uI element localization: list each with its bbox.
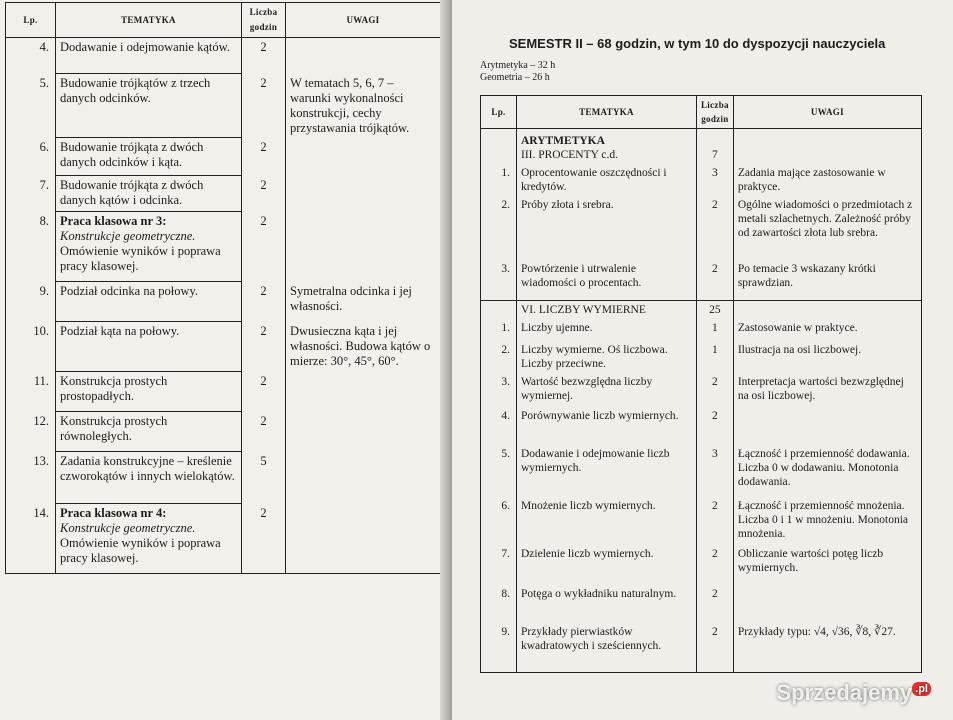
header-lp: Lp. xyxy=(6,3,56,38)
row-number: 2. xyxy=(481,341,517,373)
row-hours: 2 xyxy=(697,196,734,260)
table-row xyxy=(481,623,922,673)
row-number: 5. xyxy=(6,74,56,138)
topic-text: Dodawanie i odejmowanie kątów. xyxy=(60,40,230,54)
row-hours: 2 xyxy=(242,282,286,322)
row-number: 2. xyxy=(481,196,517,260)
row-notes: Zadania mające zastosowanie w praktyce. xyxy=(733,164,921,196)
row-topic: Mnożenie liczb wymiernych. xyxy=(517,497,697,545)
row-number: 8. xyxy=(481,585,517,623)
row-notes xyxy=(286,372,441,412)
table-row xyxy=(6,372,441,412)
row-hours: 2 xyxy=(697,585,734,623)
table-row xyxy=(6,212,441,282)
topic-text: Budowanie trójkąta z dwóch danych kątów i odcinka. xyxy=(60,178,204,207)
topic-text: Podział odcinka na połowy. xyxy=(60,284,199,298)
table-row xyxy=(6,452,441,504)
row-hours: 2 xyxy=(242,138,286,176)
topic-text: Budowanie trójkątów z trzech danych odcinków. xyxy=(60,76,211,105)
header-uwagi: UWAGI xyxy=(733,96,921,129)
table-row xyxy=(6,322,441,372)
row-notes xyxy=(286,212,441,282)
row-hours: 2 xyxy=(697,260,734,300)
header-uwagi: UWAGI xyxy=(286,3,441,38)
header-tematyka: TEMATYKA xyxy=(517,96,697,129)
row-hours: 2 xyxy=(697,373,734,407)
row-number: 10. xyxy=(6,322,56,372)
row-number: 4. xyxy=(6,38,56,74)
row-topic xyxy=(56,322,242,372)
row-hours: 2 xyxy=(242,372,286,412)
row-topic: Liczby ujemne. xyxy=(517,319,697,341)
topic-text: Podział kąta na połowy. xyxy=(60,324,180,338)
table-row xyxy=(481,196,922,260)
row-hours: 2 xyxy=(697,407,734,445)
table-row xyxy=(481,545,922,585)
table-row xyxy=(6,504,441,574)
row-topic: Potęga o wykładniku naturalnym. xyxy=(517,585,697,623)
row-hours: 2 xyxy=(242,412,286,452)
topic-text: Konstrukcja prostych prostopadłych. xyxy=(60,374,168,403)
table-row xyxy=(6,74,441,138)
watermark-logo: Sprzedajemy $^{.pl}$ xyxy=(776,680,931,706)
row-notes xyxy=(286,412,441,452)
table-row xyxy=(481,497,922,545)
row-notes xyxy=(733,407,921,445)
row-number: 3. xyxy=(481,373,517,407)
section-heading-row xyxy=(481,129,922,165)
row-topic: Liczby wymierne. Oś liczbowa. Liczby przeciwne. xyxy=(517,341,697,373)
row-notes xyxy=(286,452,441,504)
topic-text: Zadania konstrukcyjne – kreślenie czworokątów i innych wielokątów. xyxy=(60,454,235,483)
row-topic: Wartość bezwzględna liczby wymiernej. xyxy=(517,373,697,407)
row-number: 1. xyxy=(481,164,517,196)
table-row xyxy=(481,341,922,373)
row-notes: Interpretacja wartości bezwzględnej na osi liczbowej. xyxy=(733,373,921,407)
topic-subtitle: Konstrukcje geometryczne. xyxy=(60,229,196,243)
header-lp: Lp. xyxy=(481,96,517,129)
row-number: 4. xyxy=(481,407,517,445)
section-subheading: III. PROCENTY c.d. xyxy=(521,149,618,161)
row-hours: 1 xyxy=(697,341,734,373)
table-row xyxy=(481,260,922,300)
geometry-hours: Geometria – 26 h xyxy=(480,72,550,83)
row-hours: 2 xyxy=(697,497,734,545)
row-number: 3. xyxy=(481,260,517,300)
topic-title: Praca klasowa nr 4: xyxy=(60,506,167,520)
row-number: 13. xyxy=(6,452,56,504)
topic-text: Budowanie trójkąta z dwóch danych odcinków i kąta. xyxy=(60,140,204,169)
row-topic xyxy=(56,38,242,74)
semester-title: SEMESTR II – 68 godzin, w tym 10 do dyspozycji nauczyciela xyxy=(509,36,886,51)
row-topic xyxy=(56,282,242,322)
row-number: 12. xyxy=(6,412,56,452)
table-row xyxy=(6,282,441,322)
row-topic: Przykłady pierwiastków kwadratowych i sześciennych. xyxy=(517,623,697,673)
row-number: 14. xyxy=(6,504,56,574)
topic-text: Konstrukcja prostych równoległych. xyxy=(60,414,168,443)
row-topic xyxy=(56,412,242,452)
table-row xyxy=(6,412,441,452)
row-notes: Ogólne wiadomości o przedmiotach z metali szlachetnych. Zależność próby od zawartości złota lub srebra. xyxy=(733,196,921,260)
table-row xyxy=(481,585,922,623)
row-hours: 3 xyxy=(697,164,734,196)
row-notes xyxy=(286,138,441,176)
table-row xyxy=(6,138,441,176)
header-liczba: Liczba godzin xyxy=(242,3,286,38)
left-page xyxy=(0,0,452,720)
table-row xyxy=(481,373,922,407)
section-heading: VI. LICZBY WYMIERNE xyxy=(517,300,697,319)
row-notes xyxy=(286,176,441,212)
table-row xyxy=(6,176,441,212)
topic-text: Omówienie wyników i poprawa pracy klasowej. xyxy=(60,244,221,273)
row-hours: 2 xyxy=(242,176,286,212)
row-notes: Obliczanie wartości potęg liczb wymiernych. xyxy=(733,545,921,585)
table-row xyxy=(481,407,922,445)
topic-text: Omówienie wyników i poprawa pracy klasowej. xyxy=(60,536,221,565)
section-hours: 25 xyxy=(697,300,734,319)
row-notes: Po temacie 3 wskazany krótki sprawdzian. xyxy=(733,260,921,300)
row-number: 7. xyxy=(6,176,56,212)
row-topic xyxy=(56,74,242,138)
row-notes: Symetralna odcinka i jej własności. xyxy=(286,282,441,322)
row-notes: Zastosowanie w praktyce. xyxy=(733,319,921,341)
row-notes: Łączność i przemienność mnożenia. Liczba 0 i 1 w mnożeniu. Monotonia mnożenia. xyxy=(733,497,921,545)
right-syllabus-table xyxy=(480,95,922,673)
row-notes xyxy=(733,585,921,623)
row-hours: 2 xyxy=(242,212,286,282)
row-number: 9. xyxy=(481,623,517,673)
row-number: 7. xyxy=(481,545,517,585)
row-topic xyxy=(56,504,242,574)
section-heading: ARYTMETYKA xyxy=(521,135,605,147)
topic-subtitle: Konstrukcje geometryczne. xyxy=(60,521,196,535)
row-notes: Ilustracja na osi liczbowej. xyxy=(733,341,921,373)
row-topic xyxy=(56,212,242,282)
row-hours: 1 xyxy=(697,319,734,341)
row-number: 8. xyxy=(6,212,56,282)
row-notes: Dwusieczna kąta i jej własności. Budowa kątów o mierze: 30°, 45°, 60°. xyxy=(286,322,441,372)
row-notes: W tematach 5, 6, 7 – warunki wykonalności konstrukcji, cechy przystawania trójkątów. xyxy=(286,74,441,138)
row-hours: 2 xyxy=(242,504,286,574)
row-topic: Powtórzenie i utrwalenie wiadomości o procentach. xyxy=(517,260,697,300)
row-hours: 2 xyxy=(697,545,734,585)
row-number: 6. xyxy=(481,497,517,545)
row-topic: Dzielenie liczb wymiernych. xyxy=(517,545,697,585)
row-hours: 2 xyxy=(242,38,286,74)
row-hours: 5 xyxy=(242,452,286,504)
row-hours: 3 xyxy=(697,445,734,497)
row-notes xyxy=(286,38,441,74)
arithmetic-hours: Arytmetyka – 32 h xyxy=(480,60,556,71)
row-hours: 2 xyxy=(242,74,286,138)
row-topic: Dodawanie i odejmowanie liczb wymiernych. xyxy=(517,445,697,497)
row-number: 1. xyxy=(481,319,517,341)
row-hours: 2 xyxy=(697,623,734,673)
row-number: 11. xyxy=(6,372,56,412)
row-notes: Łączność i przemienność dodawania. Liczba 0 w dodawaniu. Monotonia dodawania. xyxy=(733,445,921,497)
row-number: 6. xyxy=(6,138,56,176)
section-hours: 7 xyxy=(697,129,734,165)
table-row xyxy=(481,319,922,341)
row-notes xyxy=(286,504,441,574)
table-row xyxy=(6,38,441,74)
row-notes: Przykłady typu: √4, √36, ∛8, ∛27. xyxy=(733,623,921,673)
row-topic xyxy=(56,452,242,504)
row-topic: Oprocentowanie oszczędności i kredytów. xyxy=(517,164,697,196)
table-row xyxy=(481,445,922,497)
header-liczba: Liczba godzin xyxy=(697,96,734,129)
left-syllabus-table xyxy=(5,2,441,574)
row-number: 9. xyxy=(6,282,56,322)
row-topic: Próby złota i srebra. xyxy=(517,196,697,260)
row-number: 5. xyxy=(481,445,517,497)
row-topic: Porównywanie liczb wymiernych. xyxy=(517,407,697,445)
row-topic xyxy=(56,176,242,212)
right-page xyxy=(452,0,953,720)
table-row xyxy=(481,164,922,196)
row-hours: 2 xyxy=(242,322,286,372)
header-tematyka: TEMATYKA xyxy=(56,3,242,38)
row-topic xyxy=(56,372,242,412)
row-topic xyxy=(56,138,242,176)
section-heading-row xyxy=(481,300,922,319)
topic-title: Praca klasowa nr 3: xyxy=(60,214,167,228)
